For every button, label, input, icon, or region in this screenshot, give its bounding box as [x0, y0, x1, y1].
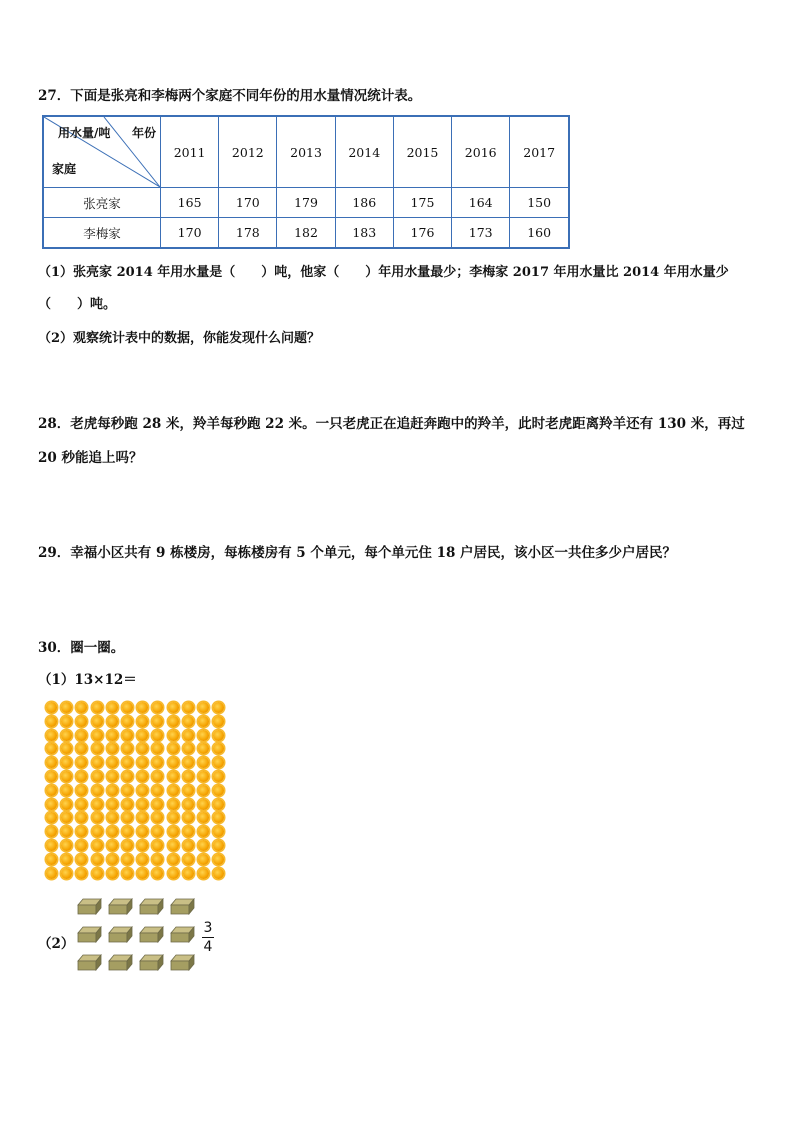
sun-icon	[107, 799, 118, 810]
sun-icon	[198, 799, 209, 810]
sun-icon	[152, 716, 163, 727]
sun-icon	[183, 826, 194, 837]
block-icon	[77, 954, 102, 971]
sun-icon	[92, 716, 103, 727]
year-header: 2013	[277, 116, 335, 188]
sun-icon	[61, 826, 72, 837]
sun-icon	[168, 826, 179, 837]
block-icon	[170, 926, 195, 943]
q28-text: 28．老虎每秒跑 28 米，羚羊每秒跑 22 米。一只老虎正在追赶奔跑中的羚羊，此时老虎距离羚羊还有 130 米，再过 20 秒能追上吗？	[38, 416, 745, 466]
sun-icon	[122, 716, 133, 727]
sun-icon	[61, 757, 72, 768]
sun-icon	[152, 702, 163, 713]
sun-icon	[198, 826, 209, 837]
q27-sub1-line2: （ ）吨。	[38, 297, 117, 312]
sun-icon	[122, 840, 133, 851]
sun-icon	[198, 840, 209, 851]
table-cell: 183	[335, 218, 393, 249]
block-icon	[170, 954, 195, 971]
sun-icon	[183, 702, 194, 713]
sun-icon	[198, 743, 209, 754]
sun-icon	[122, 757, 133, 768]
sun-icon	[152, 854, 163, 865]
sun-icon	[46, 799, 57, 810]
sun-icon	[122, 799, 133, 810]
sun-icon	[183, 799, 194, 810]
sun-icon	[46, 743, 57, 754]
sun-icon	[152, 812, 163, 823]
sun-icon	[168, 854, 179, 865]
sun-icon	[76, 812, 87, 823]
sun-icon	[76, 826, 87, 837]
sun-icon	[168, 743, 179, 754]
year-header: 2014	[335, 116, 393, 188]
sun-icon	[213, 826, 224, 837]
sun-icon	[152, 840, 163, 851]
sun-icon	[213, 840, 224, 851]
sun-icon	[137, 868, 148, 879]
sun-icon	[122, 730, 133, 741]
sun-icon	[168, 799, 179, 810]
sun-icon	[198, 771, 209, 782]
sun-icon	[107, 812, 118, 823]
family-name-cell: 张亮家	[43, 188, 161, 218]
sun-icon	[122, 771, 133, 782]
sun-icon	[137, 743, 148, 754]
sun-icon	[137, 702, 148, 713]
sun-icon	[213, 716, 224, 727]
sun-icon	[152, 799, 163, 810]
sun-icon	[213, 702, 224, 713]
sun-icon	[61, 812, 72, 823]
sun-icon	[183, 757, 194, 768]
sun-icon	[152, 785, 163, 796]
sun-icon	[76, 757, 87, 768]
block-icon	[108, 898, 133, 915]
sun-icon	[92, 840, 103, 851]
sun-icon	[46, 826, 57, 837]
table-cell: 186	[335, 188, 393, 218]
fraction	[202, 920, 214, 955]
table-corner-cell	[43, 116, 161, 188]
sun-icon	[46, 771, 57, 782]
sun-icon	[76, 730, 87, 741]
sun-icon	[137, 757, 148, 768]
sun-icon	[122, 785, 133, 796]
sun-icon	[168, 757, 179, 768]
block-icon	[77, 898, 102, 915]
sun-icon	[92, 799, 103, 810]
sun-icon	[122, 854, 133, 865]
table-cell: 178	[219, 218, 277, 249]
sun-icon	[152, 826, 163, 837]
corner-label-usage: 用水量/吨	[58, 126, 111, 140]
sun-icon	[107, 840, 118, 851]
block-icon	[139, 926, 164, 943]
sun-icon	[107, 716, 118, 727]
sun-icon	[152, 868, 163, 879]
year-header: 2012	[219, 116, 277, 188]
sun-icon	[168, 868, 179, 879]
sun-icon	[168, 785, 179, 796]
sun-icon	[137, 785, 148, 796]
sun-icon	[46, 868, 57, 879]
sun-icon	[46, 757, 57, 768]
sun-icon	[61, 840, 72, 851]
sun-icon	[76, 716, 87, 727]
sun-icon	[213, 799, 224, 810]
sun-icon	[92, 743, 103, 754]
sun-icon	[61, 771, 72, 782]
sun-icon	[152, 771, 163, 782]
sun-icon	[107, 771, 118, 782]
fraction-denominator: 4	[203, 939, 213, 955]
table-cell: 150	[510, 188, 569, 218]
sun-icon	[183, 716, 194, 727]
sun-icon	[61, 716, 72, 727]
sun-icon	[137, 854, 148, 865]
sun-icon	[122, 826, 133, 837]
table-cell: 170	[219, 188, 277, 218]
block-icon	[170, 898, 195, 915]
sun-icon	[92, 757, 103, 768]
sun-icon	[122, 868, 133, 879]
table-cell: 179	[277, 188, 335, 218]
sun-icon	[168, 716, 179, 727]
sun-icon	[213, 812, 224, 823]
family-name-cell: 李梅家	[43, 218, 161, 249]
sun-icon	[76, 868, 87, 879]
sun-icon	[213, 785, 224, 796]
sun-icon	[92, 854, 103, 865]
table-row	[43, 188, 569, 218]
block-grid	[77, 898, 207, 982]
sun-icon	[198, 785, 209, 796]
corner-label-year: 年份	[131, 126, 156, 140]
table-cell: 170	[161, 218, 219, 249]
sun-icon	[183, 730, 194, 741]
table-cell: 164	[452, 188, 510, 218]
sun-icon	[168, 771, 179, 782]
sun-icon	[183, 840, 194, 851]
sun-icon	[152, 743, 163, 754]
water-usage-table	[42, 115, 570, 249]
table-cell: 182	[277, 218, 335, 249]
sun-icon	[107, 785, 118, 796]
sun-icon	[76, 854, 87, 865]
sun-icon	[198, 716, 209, 727]
table-row	[43, 218, 569, 249]
year-header: 2011	[161, 116, 219, 188]
sun-icon	[107, 730, 118, 741]
sun-icon	[76, 743, 87, 754]
sun-icon	[46, 854, 57, 865]
sun-icon	[46, 812, 57, 823]
sun-icon	[168, 730, 179, 741]
sun-icon	[107, 854, 118, 865]
sun-icon	[92, 702, 103, 713]
sun-icon	[61, 799, 72, 810]
sun-icon	[92, 785, 103, 796]
fraction-bar	[202, 937, 214, 938]
sun-icon	[183, 868, 194, 879]
sun-icon	[137, 840, 148, 851]
sun-icon	[168, 812, 179, 823]
sun-icon	[92, 771, 103, 782]
table-cell: 175	[393, 188, 451, 218]
sun-icon	[61, 854, 72, 865]
sun-icon	[198, 757, 209, 768]
sun-icon	[213, 757, 224, 768]
sun-icon	[213, 868, 224, 879]
q27-sub1-line1: （1）张亮家 2014 年用水量是（ ）吨，他家（ ）年用水量最少；李梅家 2017 年用水量比 2014 年用水量少	[38, 265, 729, 280]
sun-icon	[198, 812, 209, 823]
q29-text: 29．幸福小区共有 9 栋楼房，每栋楼房有 5 个单元，每个单元住 18 户居民，该小区一共住多少户居民？	[38, 545, 677, 561]
year-header: 2017	[510, 116, 569, 188]
sun-icon	[213, 743, 224, 754]
sun-icon	[46, 840, 57, 851]
table-header-row	[43, 116, 569, 188]
sun-icon	[92, 812, 103, 823]
sun-icon	[183, 743, 194, 754]
q30-sub2-label: （2）	[38, 936, 75, 952]
sun-icon	[92, 826, 103, 837]
sun-icon	[213, 771, 224, 782]
sun-icon	[183, 812, 194, 823]
sun-icon	[46, 730, 57, 741]
sun-icon	[76, 840, 87, 851]
sun-icon	[46, 785, 57, 796]
sun-icon	[137, 799, 148, 810]
fraction-numerator: 3	[203, 920, 213, 936]
q27-title: 27．下面是张亮和李梅两个家庭不同年份的用水量情况统计表。	[38, 88, 422, 104]
year-header: 2015	[393, 116, 451, 188]
sun-icon	[198, 730, 209, 741]
sun-icon	[183, 771, 194, 782]
block-icon	[139, 954, 164, 971]
sun-icon	[122, 743, 133, 754]
sun-icon	[137, 771, 148, 782]
sun-icon	[198, 854, 209, 865]
corner-label-family: 家庭	[52, 162, 77, 176]
sun-icon	[152, 757, 163, 768]
sun-icon	[76, 771, 87, 782]
sun-icon	[107, 868, 118, 879]
q27-sub2: （2）观察统计表中的数据，你能发现什么问题？	[38, 331, 321, 346]
block-icon	[139, 898, 164, 915]
q30-sub1: （1）13×12＝	[38, 672, 137, 688]
sun-icon	[122, 702, 133, 713]
sun-icon	[61, 785, 72, 796]
sun-icon	[107, 702, 118, 713]
table-cell: 165	[161, 188, 219, 218]
sun-icon	[198, 868, 209, 879]
sun-icon	[137, 716, 148, 727]
sun-icon	[168, 702, 179, 713]
block-icon	[77, 926, 102, 943]
sun-icon	[61, 868, 72, 879]
sun-icon	[46, 702, 57, 713]
sun-icon	[137, 730, 148, 741]
sun-grid	[44, 700, 230, 880]
table-cell: 176	[393, 218, 451, 249]
sun-icon	[92, 730, 103, 741]
sun-icon	[122, 812, 133, 823]
sun-icon	[61, 702, 72, 713]
q30-title: 30．圈一圈。	[38, 640, 125, 656]
sun-icon	[61, 743, 72, 754]
sun-icon	[213, 854, 224, 865]
sun-icon	[92, 868, 103, 879]
sun-icon	[107, 757, 118, 768]
sun-icon	[76, 785, 87, 796]
sun-icon	[107, 826, 118, 837]
sun-icon	[198, 702, 209, 713]
table-cell: 173	[452, 218, 510, 249]
block-icon	[108, 954, 133, 971]
sun-icon	[168, 840, 179, 851]
sun-icon	[107, 743, 118, 754]
sun-icon	[213, 730, 224, 741]
sun-icon	[137, 826, 148, 837]
block-icon	[108, 926, 133, 943]
sun-icon	[183, 854, 194, 865]
sun-icon	[152, 730, 163, 741]
sun-icon	[46, 716, 57, 727]
year-header: 2016	[452, 116, 510, 188]
table-cell: 160	[510, 218, 569, 249]
sun-icon	[183, 785, 194, 796]
sun-icon	[137, 812, 148, 823]
sun-icon	[76, 702, 87, 713]
sun-icon	[76, 799, 87, 810]
sun-icon	[61, 730, 72, 741]
